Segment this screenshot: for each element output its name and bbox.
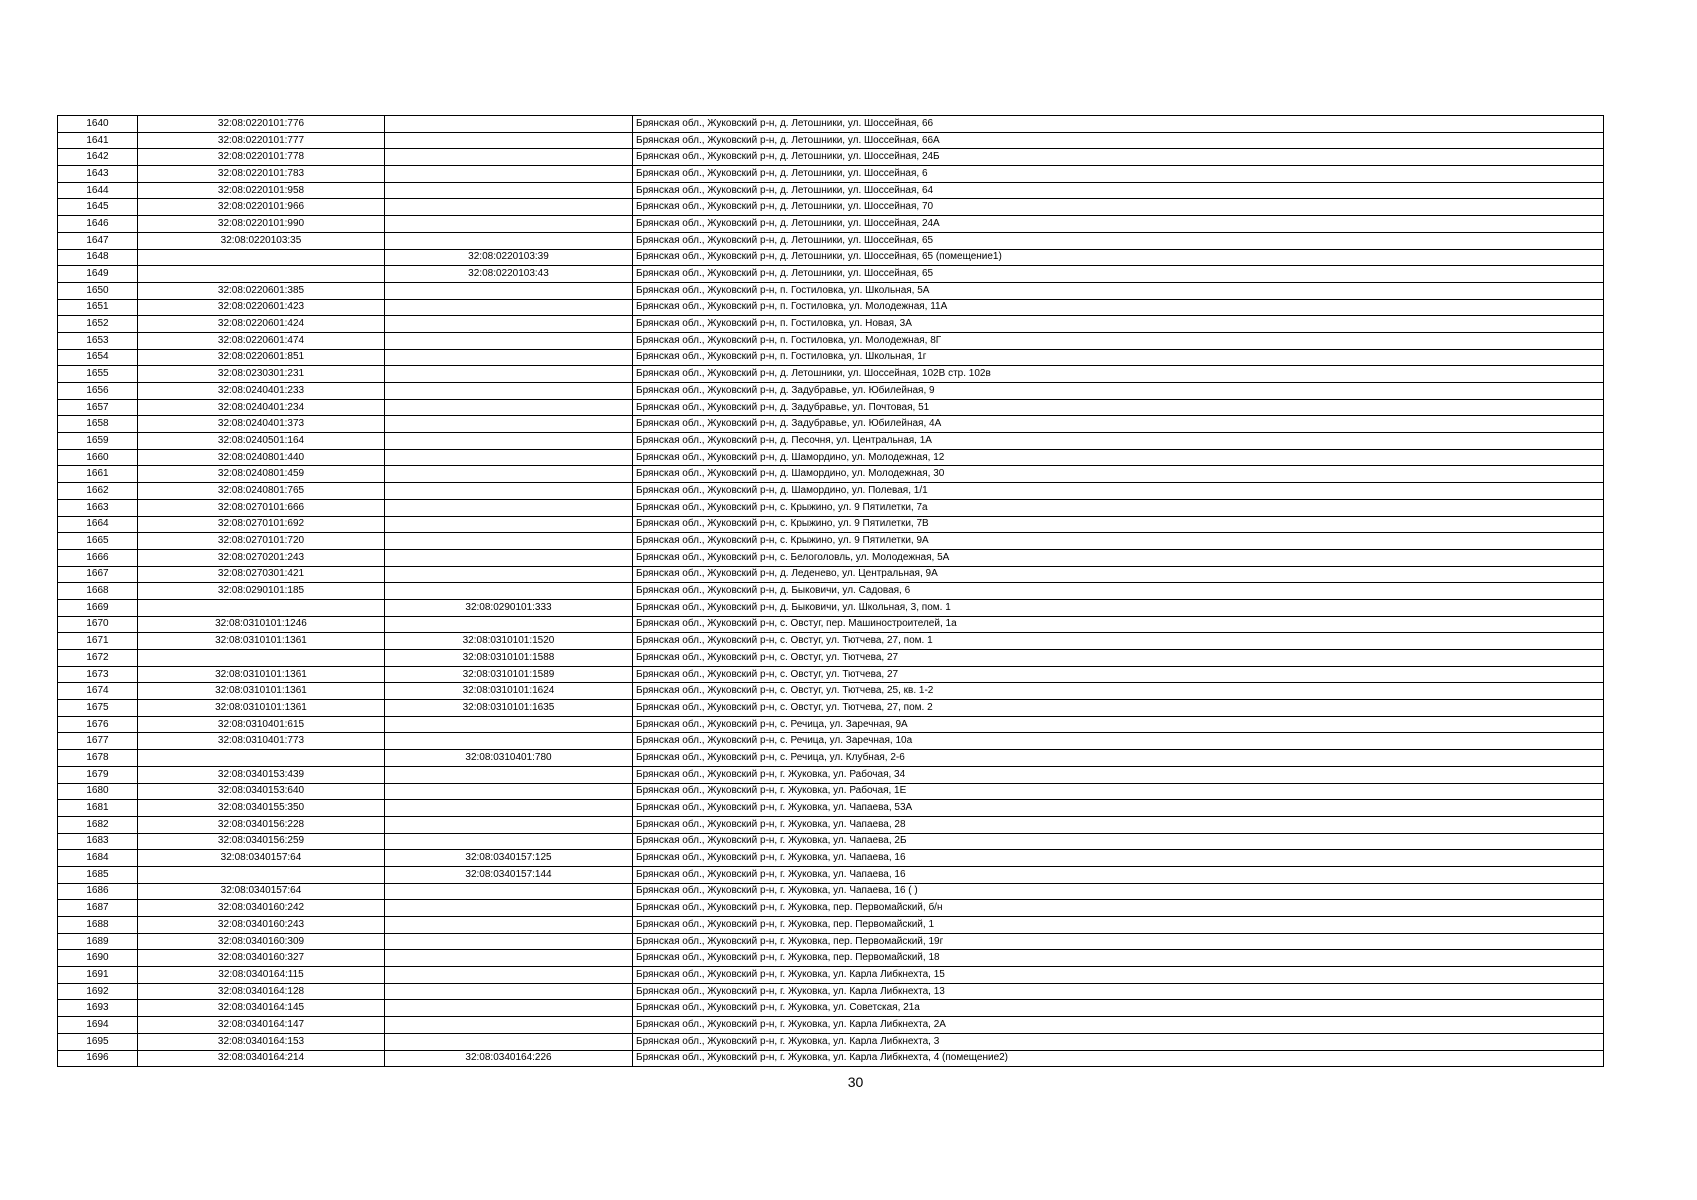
- address: Брянская обл., Жуковский р-н, с. Крыжино, ул. 9 Пятилетки, 9А: [633, 533, 1604, 550]
- table-row: [58, 566, 1604, 583]
- cadastral-number-parcel: 32:08:0270201:243: [138, 549, 385, 566]
- cadastral-number-premises: 32:08:0340157:144: [385, 866, 633, 883]
- cadastral-number-parcel: 32:08:0240801:765: [138, 483, 385, 500]
- table-row: [58, 433, 1604, 450]
- cadastral-number-parcel: [138, 599, 385, 616]
- address: Брянская обл., Жуковский р-н, г. Жуковка, ул. Рабочая, 34: [633, 766, 1604, 783]
- table-row: [58, 616, 1604, 633]
- address: Брянская обл., Жуковский р-н, д. Летошники, ул. Шоссейная, 6: [633, 166, 1604, 183]
- table-row: [58, 800, 1604, 817]
- row-number: 1657: [58, 399, 138, 416]
- cadastral-number-premises: [385, 733, 633, 750]
- cadastral-number-premises: [385, 783, 633, 800]
- row-number: 1682: [58, 816, 138, 833]
- address: Брянская обл., Жуковский р-н, д. Песочня, ул. Центральная, 1А: [633, 433, 1604, 450]
- cadastral-number-premises: [385, 166, 633, 183]
- table-row: [58, 950, 1604, 967]
- table-row: [58, 299, 1604, 316]
- cadastral-number-premises: [385, 1033, 633, 1050]
- address: Брянская обл., Жуковский р-н, г. Жуковка, ул. Чапаева, 16: [633, 850, 1604, 867]
- cadastral-number-parcel: 32:08:0310101:1361: [138, 666, 385, 683]
- cadastral-number-parcel: 32:08:0270101:692: [138, 516, 385, 533]
- cadastral-number-parcel: 32:08:0220103:35: [138, 232, 385, 249]
- row-number: 1655: [58, 366, 138, 383]
- cadastral-number-parcel: 32:08:0220601:385: [138, 282, 385, 299]
- address: Брянская обл., Жуковский р-н, п. Гостиловка, ул. Новая, 3А: [633, 316, 1604, 333]
- cadastral-number-premises: [385, 716, 633, 733]
- row-number: 1686: [58, 883, 138, 900]
- row-number: 1694: [58, 1017, 138, 1034]
- row-number: 1674: [58, 683, 138, 700]
- row-number: 1659: [58, 433, 138, 450]
- table-row: [58, 416, 1604, 433]
- cadastral-number-parcel: 32:08:0310101:1361: [138, 633, 385, 650]
- cadastral-number-parcel: 32:08:0220601:423: [138, 299, 385, 316]
- table-row: [58, 366, 1604, 383]
- cadastral-number-parcel: 32:08:0340153:439: [138, 766, 385, 783]
- row-number: 1651: [58, 299, 138, 316]
- table-row: [58, 900, 1604, 917]
- cadastral-number-parcel: 32:08:0220601:851: [138, 349, 385, 366]
- row-number: 1661: [58, 466, 138, 483]
- cadastral-number-parcel: 32:08:0220101:783: [138, 166, 385, 183]
- address: Брянская обл., Жуковский р-н, г. Жуковка, ул. Чапаева, 2Б: [633, 833, 1604, 850]
- cadastral-number-parcel: 32:08:0340164:214: [138, 1050, 385, 1067]
- table-row: [58, 850, 1604, 867]
- table-row: [58, 783, 1604, 800]
- cadastral-number-parcel: 32:08:0220101:778: [138, 149, 385, 166]
- table-row: [58, 499, 1604, 516]
- cadastral-number-parcel: 32:08:0220101:777: [138, 132, 385, 149]
- cadastral-number-parcel: 32:08:0340164:145: [138, 1000, 385, 1017]
- cadastral-number-parcel: 32:08:0310401:615: [138, 716, 385, 733]
- table-row: [58, 149, 1604, 166]
- cadastral-number-premises: [385, 416, 633, 433]
- table-row: [58, 449, 1604, 466]
- address: Брянская обл., Жуковский р-н, г. Жуковка, ул. Чапаева, 53А: [633, 800, 1604, 817]
- table-row: [58, 1033, 1604, 1050]
- table-row: [58, 833, 1604, 850]
- cadastral-number-premises: 32:08:0340157:125: [385, 850, 633, 867]
- address: Брянская обл., Жуковский р-н, г. Жуковка, ул. Советская, 21а: [633, 1000, 1604, 1017]
- cadastral-number-premises: [385, 383, 633, 400]
- row-number: 1654: [58, 349, 138, 366]
- table-row: [58, 232, 1604, 249]
- row-number: 1692: [58, 983, 138, 1000]
- table-row: [58, 683, 1604, 700]
- table-row: [58, 282, 1604, 299]
- row-number: 1688: [58, 917, 138, 934]
- cadastral-number-parcel: 32:08:0220101:776: [138, 116, 385, 133]
- cadastral-number-premises: [385, 299, 633, 316]
- address: Брянская обл., Жуковский р-н, с. Речица, ул. Заречная, 10а: [633, 733, 1604, 750]
- cadastral-number-premises: [385, 466, 633, 483]
- cadastral-number-parcel: [138, 650, 385, 667]
- address: Брянская обл., Жуковский р-н, с. Овстуг, ул. Тютчева, 27: [633, 650, 1604, 667]
- cadastral-number-parcel: 32:08:0340164:128: [138, 983, 385, 1000]
- row-number: 1642: [58, 149, 138, 166]
- row-number: 1645: [58, 199, 138, 216]
- row-number: 1664: [58, 516, 138, 533]
- cadastral-number-parcel: 32:08:0340160:243: [138, 917, 385, 934]
- table-row: [58, 266, 1604, 283]
- table-row: [58, 199, 1604, 216]
- cadastral-number-premises: 32:08:0310101:1635: [385, 700, 633, 717]
- cadastral-number-parcel: 32:08:0340160:327: [138, 950, 385, 967]
- row-number: 1649: [58, 266, 138, 283]
- table-row: [58, 1017, 1604, 1034]
- cadastral-number-parcel: 32:08:0340160:309: [138, 933, 385, 950]
- address: Брянская обл., Жуковский р-н, с. Овстуг, ул. Тютчева, 27, пом. 1: [633, 633, 1604, 650]
- cadastral-number-parcel: 32:08:0340157:64: [138, 883, 385, 900]
- cadastral-number-premises: [385, 933, 633, 950]
- row-number: 1666: [58, 549, 138, 566]
- row-number: 1647: [58, 232, 138, 249]
- row-number: 1656: [58, 383, 138, 400]
- cadastral-number-parcel: 32:08:0220601:474: [138, 332, 385, 349]
- cadastral-number-parcel: 32:08:0310101:1361: [138, 683, 385, 700]
- row-number: 1675: [58, 700, 138, 717]
- table-row: [58, 983, 1604, 1000]
- address: Брянская обл., Жуковский р-н, с. Овстуг, пер. Машиностроителей, 1а: [633, 616, 1604, 633]
- row-number: 1643: [58, 166, 138, 183]
- address: Брянская обл., Жуковский р-н, с. Речица, ул. Заречная, 9А: [633, 716, 1604, 733]
- address: Брянская обл., Жуковский р-н, д. Задубравье, ул. Почтовая, 51: [633, 399, 1604, 416]
- row-number: 1676: [58, 716, 138, 733]
- row-number: 1680: [58, 783, 138, 800]
- table-row: [58, 166, 1604, 183]
- row-number: 1673: [58, 666, 138, 683]
- address: Брянская обл., Жуковский р-н, г. Жуковка, ул. Чапаева, 16 ( ): [633, 883, 1604, 900]
- cadastral-number-premises: [385, 983, 633, 1000]
- table-row: [58, 666, 1604, 683]
- row-number: 1658: [58, 416, 138, 433]
- address: Брянская обл., Жуковский р-н, г. Жуковка, ул. Чапаева, 28: [633, 816, 1604, 833]
- cadastral-number-parcel: 32:08:0240401:373: [138, 416, 385, 433]
- cadastral-number-parcel: 32:08:0310401:773: [138, 733, 385, 750]
- page-number: 30: [847, 1074, 864, 1090]
- cadastral-number-premises: 32:08:0340164:226: [385, 1050, 633, 1067]
- table-row: [58, 967, 1604, 984]
- row-number: 1665: [58, 533, 138, 550]
- cadastral-number-parcel: [138, 866, 385, 883]
- cadastral-number-premises: [385, 449, 633, 466]
- address: Брянская обл., Жуковский р-н, г. Жуковка, ул. Чапаева, 16: [633, 866, 1604, 883]
- cadastral-number-premises: [385, 1000, 633, 1017]
- table-row: [58, 533, 1604, 550]
- row-number: 1640: [58, 116, 138, 133]
- cadastral-number-premises: [385, 499, 633, 516]
- table-row: [58, 332, 1604, 349]
- cadastral-number-premises: [385, 566, 633, 583]
- cadastral-number-premises: [385, 833, 633, 850]
- address: Брянская обл., Жуковский р-н, с. Речица, ул. Клубная, 2-6: [633, 750, 1604, 767]
- row-number: 1663: [58, 499, 138, 516]
- address: Брянская обл., Жуковский р-н, д. Шамордино, ул. Полевая, 1/1: [633, 483, 1604, 500]
- address: Брянская обл., Жуковский р-н, г. Жуковка, пер. Первомайский, 18: [633, 950, 1604, 967]
- address: Брянская обл., Жуковский р-н, д. Летошники, ул. Шоссейная, 102В стр. 102в: [633, 366, 1604, 383]
- cadastral-number-premises: [385, 399, 633, 416]
- table-row: [58, 633, 1604, 650]
- cadastral-number-parcel: 32:08:0220101:966: [138, 199, 385, 216]
- table-row: [58, 549, 1604, 566]
- address: Брянская обл., Жуковский р-н, д. Летошники, ул. Шоссейная, 64: [633, 182, 1604, 199]
- row-number: 1695: [58, 1033, 138, 1050]
- cadastral-number-premises: [385, 800, 633, 817]
- address: Брянская обл., Жуковский р-н, г. Жуковка, ул. Карла Либкнехта, 13: [633, 983, 1604, 1000]
- cadastral-number-premises: [385, 349, 633, 366]
- cadastral-number-premises: [385, 316, 633, 333]
- address: Брянская обл., Жуковский р-н, г. Жуковка, ул. Карла Либкнехта, 4 (помещение2): [633, 1050, 1604, 1067]
- row-number: 1660: [58, 449, 138, 466]
- cadastral-number-parcel: 32:08:0310101:1361: [138, 700, 385, 717]
- cadastral-number-parcel: 32:08:0240501:164: [138, 433, 385, 450]
- row-number: 1653: [58, 332, 138, 349]
- cadastral-number-parcel: 32:08:0340157:64: [138, 850, 385, 867]
- row-number: 1689: [58, 933, 138, 950]
- cadastral-number-parcel: 32:08:0270301:421: [138, 566, 385, 583]
- table-row: [58, 466, 1604, 483]
- cadastral-number-parcel: 32:08:0340164:115: [138, 967, 385, 984]
- cadastral-number-premises: [385, 516, 633, 533]
- row-number: 1693: [58, 1000, 138, 1017]
- table-row: [58, 866, 1604, 883]
- cadastral-number-premises: [385, 433, 633, 450]
- cadastral-number-parcel: 32:08:0340160:242: [138, 900, 385, 917]
- table-row: [58, 216, 1604, 233]
- row-number: 1690: [58, 950, 138, 967]
- address: Брянская обл., Жуковский р-н, д. Летошники, ул. Шоссейная, 66А: [633, 132, 1604, 149]
- cadastral-number-premises: 32:08:0310101:1589: [385, 666, 633, 683]
- address: Брянская обл., Жуковский р-н, д. Шамордино, ул. Молодежная, 30: [633, 466, 1604, 483]
- address: Брянская обл., Жуковский р-н, д. Летошники, ул. Шоссейная, 65: [633, 266, 1604, 283]
- address: Брянская обл., Жуковский р-н, п. Гостиловка, ул. Школьная, 1г: [633, 349, 1604, 366]
- address: Брянская обл., Жуковский р-н, д. Леденево, ул. Центральная, 9А: [633, 566, 1604, 583]
- address: Брянская обл., Жуковский р-н, д. Летошники, ул. Шоссейная, 24А: [633, 216, 1604, 233]
- table-row: [58, 249, 1604, 266]
- row-number: 1687: [58, 900, 138, 917]
- table-row: [58, 116, 1604, 133]
- table-row: [58, 349, 1604, 366]
- table-row: [58, 933, 1604, 950]
- table-row: [58, 766, 1604, 783]
- address: Брянская обл., Жуковский р-н, д. Летошники, ул. Шоссейная, 70: [633, 199, 1604, 216]
- cadastral-number-premises: [385, 282, 633, 299]
- address: Брянская обл., Жуковский р-н, д. Шамордино, ул. Молодежная, 12: [633, 449, 1604, 466]
- cadastral-number-premises: [385, 549, 633, 566]
- cadastral-number-parcel: 32:08:0270101:666: [138, 499, 385, 516]
- address: Брянская обл., Жуковский р-н, г. Жуковка, ул. Карла Либкнехта, 15: [633, 967, 1604, 984]
- table-row: [58, 399, 1604, 416]
- address: Брянская обл., Жуковский р-н, д. Летошники, ул. Шоссейная, 65: [633, 232, 1604, 249]
- cadastral-number-premises: [385, 766, 633, 783]
- cadastral-number-premises: [385, 1017, 633, 1034]
- cadastral-number-parcel: 32:08:0220601:424: [138, 316, 385, 333]
- cadastral-number-premises: 32:08:0220103:43: [385, 266, 633, 283]
- table-row: [58, 733, 1604, 750]
- address: Брянская обл., Жуковский р-н, п. Гостиловка, ул. Молодежная, 8Г: [633, 332, 1604, 349]
- cadastral-number-premises: [385, 883, 633, 900]
- cadastral-number-premises: [385, 533, 633, 550]
- address: Брянская обл., Жуковский р-н, д. Быковичи, ул. Садовая, 6: [633, 583, 1604, 600]
- table-row: [58, 383, 1604, 400]
- address: Брянская обл., Жуковский р-н, п. Гостиловка, ул. Молодежная, 11А: [633, 299, 1604, 316]
- table-row: [58, 483, 1604, 500]
- table-row: [58, 917, 1604, 934]
- cadastral-number-parcel: 32:08:0270101:720: [138, 533, 385, 550]
- cadastral-number-parcel: [138, 750, 385, 767]
- cadastral-number-premises: 32:08:0290101:333: [385, 599, 633, 616]
- cadastral-number-parcel: 32:08:0340156:228: [138, 816, 385, 833]
- row-number: 1678: [58, 750, 138, 767]
- address: Брянская обл., Жуковский р-н, с. Овстуг, ул. Тютчева, 25, кв. 1-2: [633, 683, 1604, 700]
- row-number: 1670: [58, 616, 138, 633]
- property-table-body: [58, 116, 1604, 1067]
- cadastral-number-premises: [385, 232, 633, 249]
- row-number: 1650: [58, 282, 138, 299]
- table-row: [58, 650, 1604, 667]
- row-number: 1652: [58, 316, 138, 333]
- address: Брянская обл., Жуковский р-н, д. Задубравье, ул. Юбилейная, 4А: [633, 416, 1604, 433]
- table-row: [58, 132, 1604, 149]
- row-number: 1683: [58, 833, 138, 850]
- address: Брянская обл., Жуковский р-н, с. Крыжино, ул. 9 Пятилетки, 7а: [633, 499, 1604, 516]
- address: Брянская обл., Жуковский р-н, с. Овстуг, ул. Тютчева, 27: [633, 666, 1604, 683]
- cadastral-number-premises: 32:08:0310101:1520: [385, 633, 633, 650]
- address: Брянская обл., Жуковский р-н, с. Белоголовль, ул. Молодежная, 5А: [633, 549, 1604, 566]
- cadastral-number-parcel: 32:08:0240801:440: [138, 449, 385, 466]
- cadastral-number-premises: [385, 583, 633, 600]
- address: Брянская обл., Жуковский р-н, д. Летошники, ул. Шоссейная, 24Б: [633, 149, 1604, 166]
- cadastral-number-parcel: 32:08:0340153:640: [138, 783, 385, 800]
- cadastral-number-premises: [385, 967, 633, 984]
- row-number: 1691: [58, 967, 138, 984]
- table-row: [58, 1000, 1604, 1017]
- row-number: 1667: [58, 566, 138, 583]
- cadastral-number-parcel: 32:08:0340164:153: [138, 1033, 385, 1050]
- row-number: 1662: [58, 483, 138, 500]
- address: Брянская обл., Жуковский р-н, г. Жуковка, ул. Рабочая, 1Е: [633, 783, 1604, 800]
- cadastral-number-premises: [385, 950, 633, 967]
- row-number: 1679: [58, 766, 138, 783]
- cadastral-number-parcel: 32:08:0340156:259: [138, 833, 385, 850]
- address: Брянская обл., Жуковский р-н, д. Летошники, ул. Шоссейная, 65 (помещение1): [633, 249, 1604, 266]
- row-number: 1671: [58, 633, 138, 650]
- cadastral-number-premises: [385, 616, 633, 633]
- row-number: 1672: [58, 650, 138, 667]
- table-row: [58, 750, 1604, 767]
- cadastral-number-parcel: 32:08:0220101:990: [138, 216, 385, 233]
- property-table: [57, 115, 1604, 1067]
- address: Брянская обл., Жуковский р-н, г. Жуковка, ул. Карла Либкнехта, 3: [633, 1033, 1604, 1050]
- row-number: 1648: [58, 249, 138, 266]
- cadastral-number-premises: [385, 132, 633, 149]
- row-number: 1696: [58, 1050, 138, 1067]
- cadastral-number-premises: [385, 332, 633, 349]
- cadastral-number-premises: 32:08:0310101:1624: [385, 683, 633, 700]
- cadastral-number-parcel: [138, 266, 385, 283]
- address: Брянская обл., Жуковский р-н, с. Овстуг, ул. Тютчева, 27, пом. 2: [633, 700, 1604, 717]
- cadastral-number-premises: [385, 199, 633, 216]
- row-number: 1681: [58, 800, 138, 817]
- table-row: [58, 583, 1604, 600]
- cadastral-number-premises: 32:08:0310401:780: [385, 750, 633, 767]
- cadastral-number-premises: [385, 216, 633, 233]
- cadastral-number-parcel: 32:08:0240401:233: [138, 383, 385, 400]
- cadastral-number-premises: [385, 116, 633, 133]
- cadastral-number-premises: [385, 816, 633, 833]
- row-number: 1646: [58, 216, 138, 233]
- table-row: [58, 316, 1604, 333]
- cadastral-number-parcel: 32:08:0290101:185: [138, 583, 385, 600]
- cadastral-number-premises: [385, 149, 633, 166]
- cadastral-number-parcel: 32:08:0240801:459: [138, 466, 385, 483]
- row-number: 1644: [58, 182, 138, 199]
- address: Брянская обл., Жуковский р-н, д. Быковичи, ул. Школьная, 3, пом. 1: [633, 599, 1604, 616]
- table-row: [58, 816, 1604, 833]
- cadastral-number-premises: [385, 900, 633, 917]
- cadastral-number-parcel: 32:08:0240401:234: [138, 399, 385, 416]
- address: Брянская обл., Жуковский р-н, г. Жуковка, пер. Первомайский, 19г: [633, 933, 1604, 950]
- row-number: 1685: [58, 866, 138, 883]
- table-row: [58, 883, 1604, 900]
- table-row: [58, 182, 1604, 199]
- cadastral-number-parcel: 32:08:0340155:350: [138, 800, 385, 817]
- table-row: [58, 700, 1604, 717]
- cadastral-number-parcel: 32:08:0220101:958: [138, 182, 385, 199]
- cadastral-number-premises: [385, 483, 633, 500]
- address: Брянская обл., Жуковский р-н, г. Жуковка, пер. Первомайский, 1: [633, 917, 1604, 934]
- cadastral-number-premises: 32:08:0310101:1588: [385, 650, 633, 667]
- row-number: 1669: [58, 599, 138, 616]
- row-number: 1684: [58, 850, 138, 867]
- address: Брянская обл., Жуковский р-н, г. Жуковка, ул. Карла Либкнехта, 2А: [633, 1017, 1604, 1034]
- cadastral-number-parcel: [138, 249, 385, 266]
- table-row: [58, 716, 1604, 733]
- row-number: 1677: [58, 733, 138, 750]
- address: Брянская обл., Жуковский р-н, с. Крыжино, ул. 9 Пятилетки, 7В: [633, 516, 1604, 533]
- table-row: [58, 599, 1604, 616]
- cadastral-number-premises: [385, 366, 633, 383]
- cadastral-number-parcel: 32:08:0310101:1246: [138, 616, 385, 633]
- cadastral-number-parcel: 32:08:0230301:231: [138, 366, 385, 383]
- cadastral-number-premises: 32:08:0220103:39: [385, 249, 633, 266]
- row-number: 1641: [58, 132, 138, 149]
- cadastral-number-premises: [385, 917, 633, 934]
- cadastral-number-parcel: 32:08:0340164:147: [138, 1017, 385, 1034]
- address: Брянская обл., Жуковский р-н, д. Летошники, ул. Шоссейная, 66: [633, 116, 1604, 133]
- cadastral-number-premises: [385, 182, 633, 199]
- address: Брянская обл., Жуковский р-н, д. Задубравье, ул. Юбилейная, 9: [633, 383, 1604, 400]
- table-row: [58, 1050, 1604, 1067]
- address: Брянская обл., Жуковский р-н, п. Гостиловка, ул. Школьная, 5А: [633, 282, 1604, 299]
- table-row: [58, 516, 1604, 533]
- row-number: 1668: [58, 583, 138, 600]
- address: Брянская обл., Жуковский р-н, г. Жуковка, пер. Первомайский, б/н: [633, 900, 1604, 917]
